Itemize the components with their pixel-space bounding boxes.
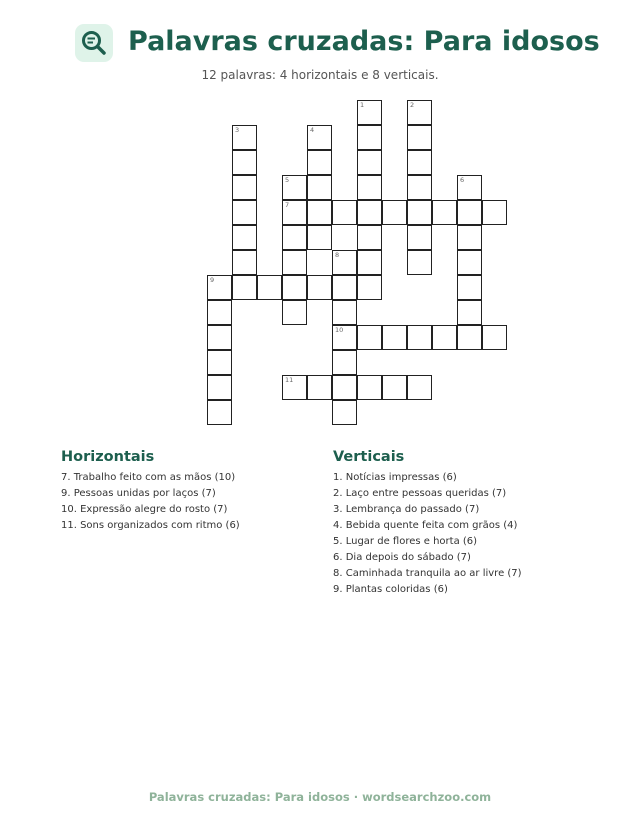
across-heading: Horizontais	[61, 449, 155, 465]
across-clue: 11. Sons organizados com ritmo (6)	[61, 520, 240, 531]
clue-number: 1	[360, 101, 365, 109]
clue-number: 3	[235, 126, 240, 134]
grid-cell[interactable]	[457, 325, 482, 350]
grid-cell[interactable]	[307, 225, 332, 250]
down-heading: Verticais	[333, 449, 405, 465]
grid-cell[interactable]	[357, 150, 382, 175]
grid-cell[interactable]	[357, 125, 382, 150]
clue-number: 10	[335, 326, 344, 334]
down-clue: 2. Laço entre pessoas queridas (7)	[333, 488, 507, 499]
clue-number: 5	[285, 176, 290, 184]
grid-cell[interactable]	[407, 375, 432, 400]
grid-cell[interactable]	[307, 150, 332, 175]
grid-cell[interactable]	[282, 275, 307, 300]
clue-number: 4	[310, 126, 315, 134]
grid-cell[interactable]	[457, 250, 482, 275]
grid-cell[interactable]	[332, 375, 357, 400]
clue-number: 11	[285, 376, 294, 384]
grid-cell[interactable]	[407, 175, 432, 200]
clue-number: 8	[335, 251, 340, 259]
grid-cell[interactable]	[457, 300, 482, 325]
clue-number: 7	[285, 201, 290, 209]
clue-number: 9	[210, 276, 215, 284]
across-clue: 7. Trabalho feito com as mãos (10)	[61, 472, 236, 483]
grid-cell[interactable]	[357, 100, 382, 125]
grid-cell[interactable]	[457, 200, 482, 225]
grid-cell[interactable]	[207, 325, 232, 350]
grid-cell[interactable]	[357, 275, 382, 300]
grid-cell[interactable]	[207, 350, 232, 375]
grid-cell[interactable]	[332, 300, 357, 325]
grid-cell[interactable]	[307, 200, 332, 225]
grid-cell[interactable]	[407, 100, 432, 125]
grid-cell[interactable]	[307, 275, 332, 300]
down-clue: 4. Bebida quente feita com grãos (4)	[333, 520, 518, 531]
grid-cell[interactable]	[207, 275, 232, 300]
grid-cell[interactable]	[407, 150, 432, 175]
grid-cell[interactable]	[407, 250, 432, 275]
page-subtitle: 12 palavras: 4 horizontais e 8 verticais.	[201, 68, 439, 82]
grid-cell[interactable]	[407, 125, 432, 150]
grid-cell[interactable]	[457, 175, 482, 200]
down-clue: 3. Lembrança do passado (7)	[333, 504, 480, 515]
grid-cell[interactable]	[282, 200, 307, 225]
down-clue: 6. Dia depois do sábado (7)	[333, 552, 471, 563]
magnifier-icon	[75, 24, 113, 62]
grid-cell[interactable]	[207, 400, 232, 425]
grid-cell[interactable]	[232, 250, 257, 275]
grid-cell[interactable]	[457, 275, 482, 300]
clue-number: 6	[460, 176, 465, 184]
grid-cell[interactable]	[282, 300, 307, 325]
grid-cell[interactable]	[307, 175, 332, 200]
grid-cell[interactable]	[232, 275, 257, 300]
grid-cell[interactable]	[307, 125, 332, 150]
grid-cell[interactable]	[232, 150, 257, 175]
clue-number: 2	[410, 101, 415, 109]
grid-cell[interactable]	[357, 375, 382, 400]
grid-cell[interactable]	[232, 225, 257, 250]
grid-cell[interactable]	[282, 225, 307, 250]
grid-cell[interactable]	[257, 275, 282, 300]
grid-cell[interactable]	[482, 200, 507, 225]
grid-cell[interactable]	[307, 375, 332, 400]
grid-cell[interactable]	[332, 200, 357, 225]
down-clue: 5. Lugar de flores e horta (6)	[333, 536, 478, 547]
grid-cell[interactable]	[207, 375, 232, 400]
grid-cell[interactable]	[407, 225, 432, 250]
grid-cell[interactable]	[357, 175, 382, 200]
grid-cell[interactable]	[382, 325, 407, 350]
across-clue-list	[61, 470, 240, 534]
grid-cell[interactable]	[407, 325, 432, 350]
down-clue-list	[333, 470, 522, 598]
grid-cell[interactable]	[232, 125, 257, 150]
down-clue: 1. Notícias impressas (6)	[333, 472, 457, 483]
grid-cell[interactable]	[482, 325, 507, 350]
grid-cell[interactable]	[282, 175, 307, 200]
app-logo	[75, 24, 113, 62]
grid-cell[interactable]	[407, 200, 432, 225]
grid-cell[interactable]	[282, 250, 307, 275]
grid-cell[interactable]	[357, 200, 382, 225]
grid-cell[interactable]	[457, 225, 482, 250]
grid-cell[interactable]	[282, 375, 307, 400]
grid-cell[interactable]	[332, 325, 357, 350]
across-clue: 10. Expressão alegre do rosto (7)	[61, 504, 228, 515]
footer-credit: Palavras cruzadas: Para idosos · wordsearchzoo.com	[148, 790, 492, 804]
grid-cell[interactable]	[332, 400, 357, 425]
down-clue: 9. Plantas coloridas (6)	[333, 584, 448, 595]
grid-cell[interactable]	[357, 225, 382, 250]
grid-cell[interactable]	[232, 200, 257, 225]
grid-cell[interactable]	[207, 300, 232, 325]
grid-cell[interactable]	[432, 325, 457, 350]
down-clue: 8. Caminhada tranquila ao ar livre (7)	[333, 568, 522, 579]
grid-cell[interactable]	[332, 275, 357, 300]
grid-cell[interactable]	[357, 250, 382, 275]
grid-cell[interactable]	[332, 350, 357, 375]
grid-cell[interactable]	[382, 200, 407, 225]
grid-cell[interactable]	[357, 325, 382, 350]
grid-cell[interactable]	[382, 375, 407, 400]
across-clue: 9. Pessoas unidas por laços (7)	[61, 488, 216, 499]
grid-cell[interactable]	[232, 175, 257, 200]
page-title: Palavras cruzadas: Para idosos	[128, 26, 600, 57]
grid-cell[interactable]	[432, 200, 457, 225]
grid-cell[interactable]	[332, 250, 357, 275]
